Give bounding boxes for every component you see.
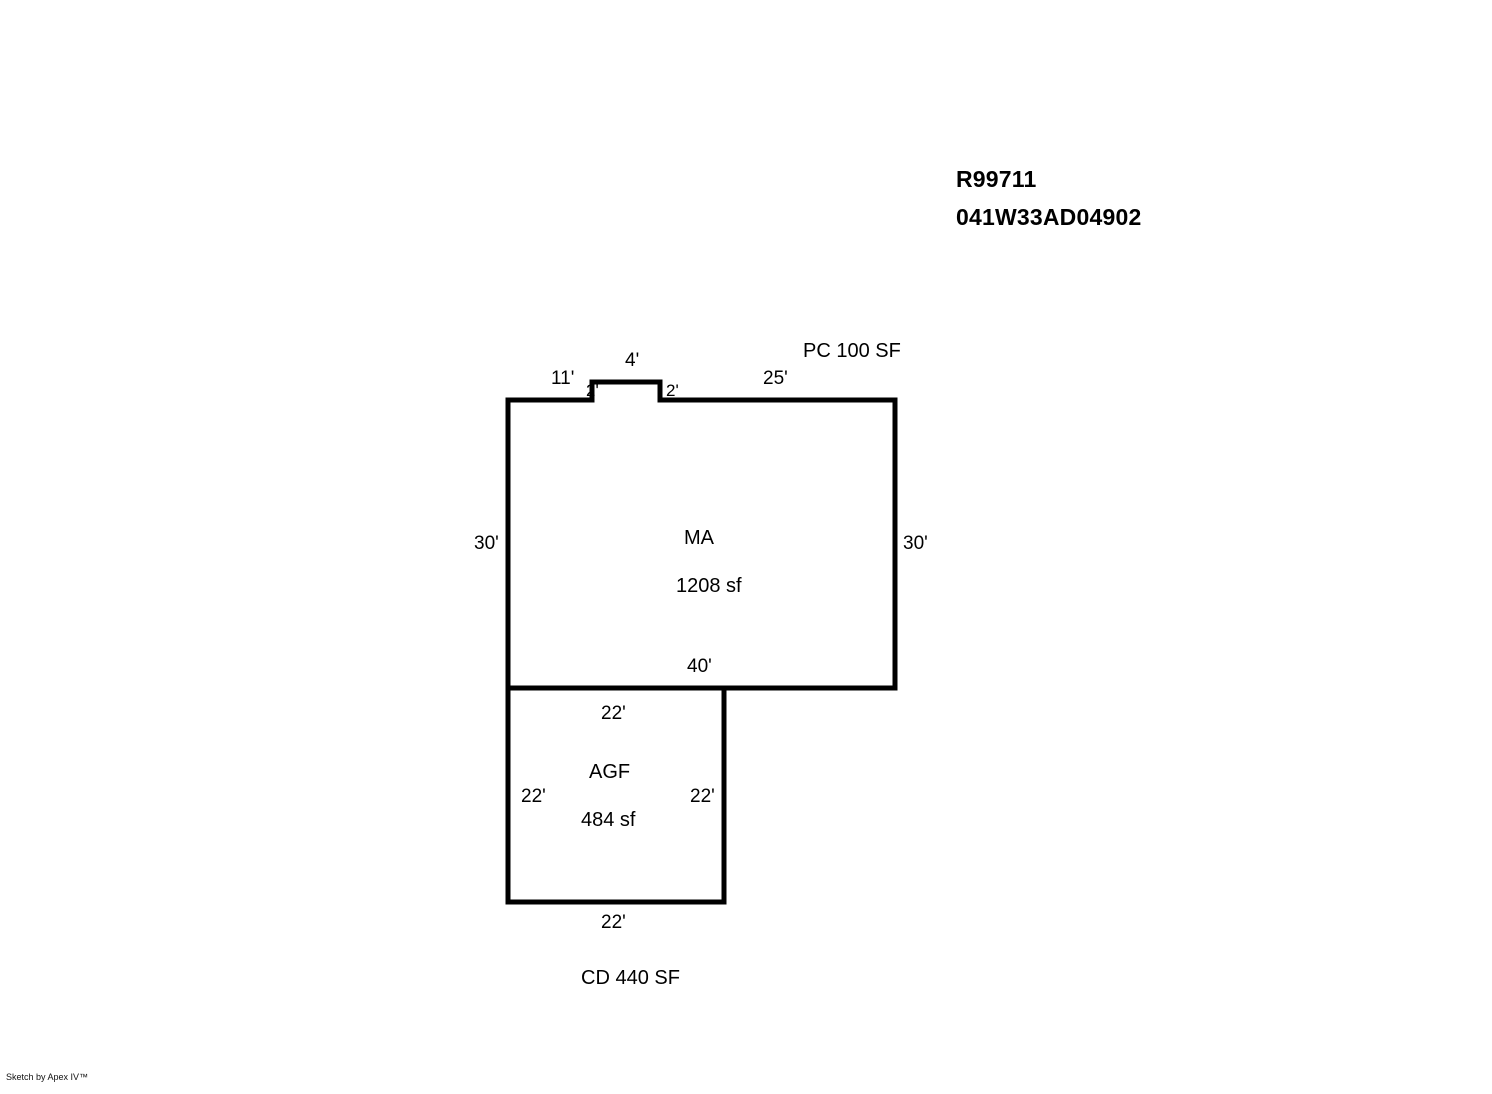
main-area-code: MA	[684, 527, 714, 549]
dim-main-top-left: 11'	[551, 368, 575, 389]
cd-area-label: CD 440 SF	[581, 967, 680, 989]
dim-main-bottom: 40'	[687, 656, 712, 677]
sketch-credit: Sketch by Apex IV™	[6, 1072, 89, 1082]
dim-garage-bottom: 22'	[601, 912, 626, 933]
account-number: 041W33AD04902	[956, 204, 1142, 230]
dim-garage-top: 22'	[601, 703, 626, 724]
parcel-id: R99711	[956, 166, 1037, 192]
dim-main-right: 30'	[903, 533, 928, 554]
dim-garage-left: 22'	[521, 786, 546, 807]
dim-garage-right: 22'	[690, 786, 715, 807]
dim-main-top-right: 25'	[763, 368, 788, 389]
garage-area-size: 484 sf	[581, 809, 636, 831]
dim-main-notch-left: 2'	[586, 381, 599, 400]
dim-main-notch-right: 2'	[666, 381, 679, 400]
main-area-size: 1208 sf	[676, 575, 742, 597]
garage-area-code: AGF	[589, 761, 631, 783]
dim-main-left: 30'	[474, 533, 499, 554]
dim-main-notch-top: 4'	[625, 350, 640, 371]
pc-area-label: PC 100 SF	[803, 340, 901, 362]
